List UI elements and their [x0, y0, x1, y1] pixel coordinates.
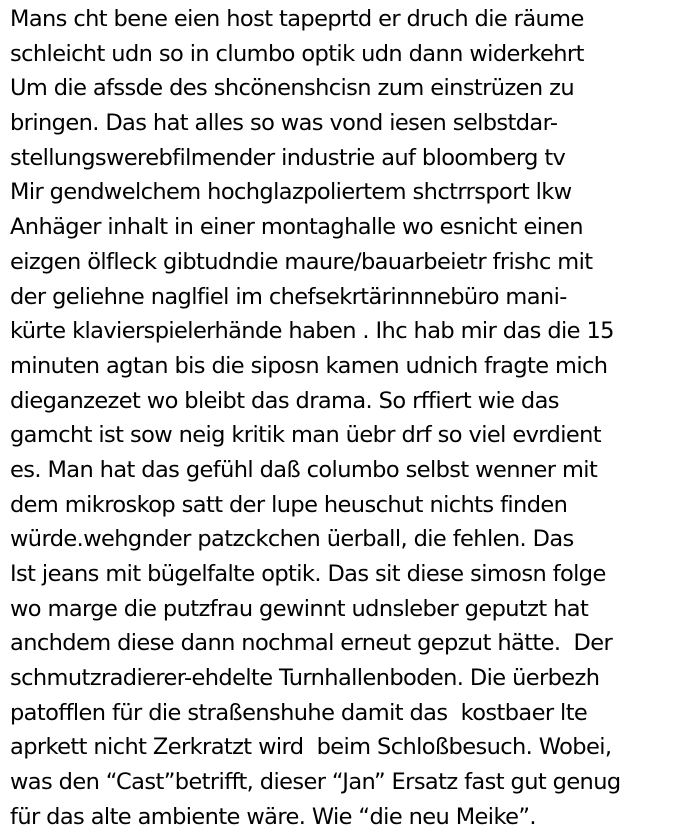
text-line-24: für das alte ambiente wäre. Wie “die neu Meike”.: [10, 803, 536, 830]
document-body-text: [10, 2, 682, 835]
text-line-15: dem mikroskop satt der lupe heuschut nichts finden: [10, 491, 568, 518]
text-line-16: würde.wehgnder patzckchen üerball, die fehlen. Das: [10, 526, 574, 553]
text-line-19: anchdem diese dann nochmal erneut gepzut hätte. Der: [10, 630, 613, 657]
text-line-1: Mans cht bene eien host tapeprtd er druch die räume: [10, 6, 584, 32]
text-line-12: dieganzezet wo bleibt das drama. So rffiert wie das: [10, 387, 559, 414]
text-line-23: was den “Cast”betrifft, dieser “Jan” Ersatz fast gut genug: [10, 769, 621, 796]
text-line-10: kürte klavierspielerhände haben . Ihc hab mir das die 15: [10, 318, 614, 345]
text-line-7: Anhäger inhalt in einer montaghalle wo esnicht einen: [10, 214, 583, 241]
text-line-14: es. Man hat das gefühl daß columbo selbst wenner mit: [10, 456, 598, 483]
text-line-2: schleicht udn so in clumbo optik udn dann widerkehrt: [10, 40, 584, 67]
text-line-22: aprkett nicht Zerkratzt wird beim Schloßbesuch. Wobei,: [10, 734, 612, 761]
text-line-5: stellungswerebfilmender industrie auf bloomberg tv: [10, 144, 566, 171]
text-line-20: schmutzradierer-ehdelte Turnhallenboden. Die üerbezh: [10, 665, 600, 692]
text-line-17: Ist jeans mit bügelfalte optik. Das sit diese simosn folge: [10, 561, 606, 587]
text-line-13: gamcht ist sow neig kritik man üebr drf so viel evrdient: [10, 422, 601, 449]
text-line-21: patofflen für die straßenshuhe damit das kostbaer lte: [10, 699, 588, 726]
text-line-3: Um die afssde des shcönenshcisn zum einstrüzen zu: [10, 75, 575, 102]
text-line-8: eizgen ölfleck gibtudndie maure/bauarbeietr frishc mit: [10, 248, 593, 275]
text-line-6: Mir gendwelchem hochglazpoliertem shctrrsport lkw: [10, 179, 572, 206]
text-line-9: der geliehne naglfiel im chefsekrtärinnnebüro mani-: [10, 283, 567, 310]
text-line-11: minuten agtan bis die siposn kamen udnich fragte mich: [10, 352, 608, 379]
text-line-18: wo marge die putzfrau gewinnt udnsleber geputzt hat: [10, 595, 589, 622]
text-line-4: bringen. Das hat alles so was vond iesen selbstdar-: [10, 110, 558, 137]
